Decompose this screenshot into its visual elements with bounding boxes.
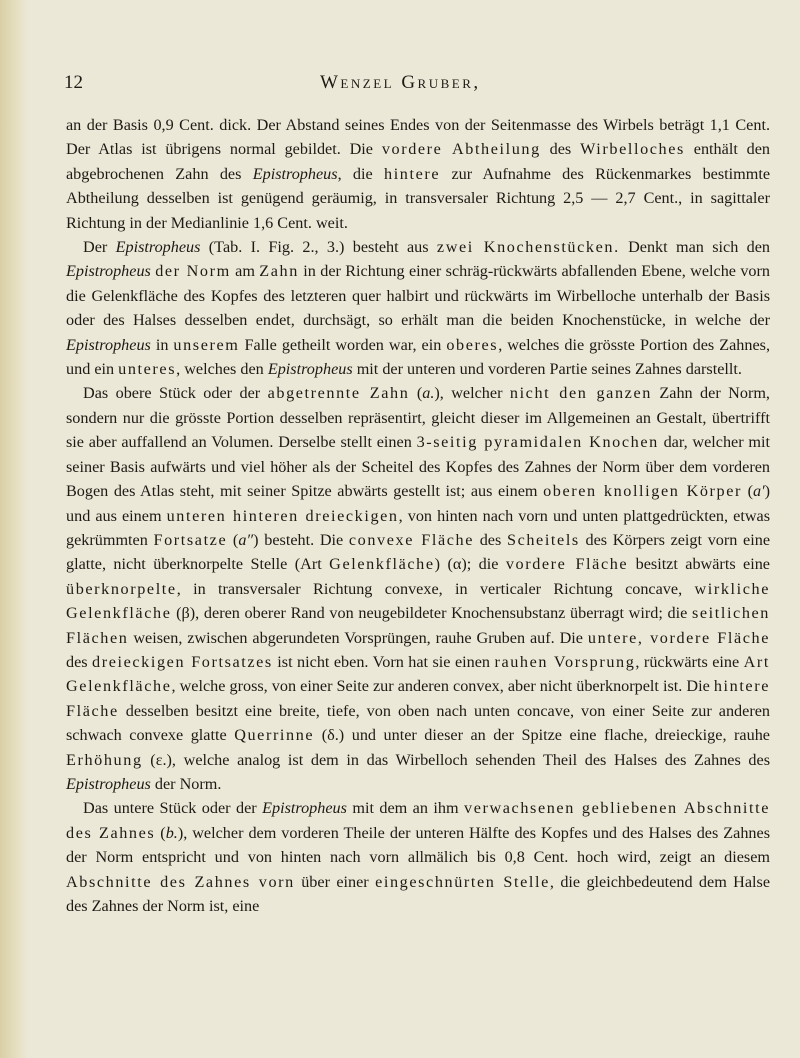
spaced-emphasis: nicht den ganzen xyxy=(509,384,652,403)
spaced-emphasis: dreieckigen Fortsatzes xyxy=(92,652,273,671)
spaced-emphasis: Querrinne xyxy=(234,726,315,745)
text-run: ), welcher xyxy=(434,384,510,403)
text-run: , welches die grösste Portion des Zahnes, und ein xyxy=(66,335,770,379)
text-run: enthält den abgebrochenen Zahn des xyxy=(66,140,771,183)
text-run: des Körpers zeigt vorn eine glatte, nicht überknorpelte Stelle (Art xyxy=(66,530,771,574)
text-run: Das obere Stück oder der xyxy=(83,384,268,403)
text-run: , die xyxy=(337,164,385,183)
text-run: Denkt man sich den xyxy=(619,238,770,257)
spaced-emphasis: vordere Fläche xyxy=(505,555,629,574)
text-run: in xyxy=(150,335,174,354)
text-run: weisen, zwischen abgerundeten Vorsprüngen, rauhe Gruben auf. Die xyxy=(128,628,588,647)
text-run: (Tab. I. Fig. 2., 3.) besteht aus xyxy=(200,238,437,257)
italic-term: Epistropheus xyxy=(66,774,151,793)
spaced-emphasis: Zahn xyxy=(259,262,299,281)
page-edge-shadow xyxy=(0,0,28,1058)
text-run: des xyxy=(474,530,507,549)
text-run: ( xyxy=(742,482,753,501)
italic-term: Epistropheus xyxy=(262,799,347,818)
text-run: besitzt abwärts eine xyxy=(628,555,770,574)
text-run: , in transversaler Richtung convexe, in verticaler Richtung concave, xyxy=(176,579,695,598)
spaced-emphasis: verwachsenen gebliebenen Abschnitte des Zahnes xyxy=(66,799,770,842)
text-run: mit der unteren und vorderen Partie seines Zahnes darstellt. xyxy=(352,360,742,379)
text-run: , von hinten nach vorn und unten plattgedrückten, etwas gekrümmten xyxy=(66,506,770,549)
text-run: ( xyxy=(409,384,423,403)
text-run: dar, welcher mit seiner Basis aufwärts und viel höher als der Scheitel des Kopfes des Zahnes der Norm über dem vorderen Bogen des Atlas steht, mit seiner Spitze abwärts gestellt ist; aus einem xyxy=(66,433,770,501)
text-run: an der Basis 0,9 Cent. dick. Der Abstand seines Endes von der Seitenmasse des Wirbels beträgt 1,1 Cent. Der Atlas ist übrigens normal gebildet. Die xyxy=(66,116,770,159)
body-text xyxy=(66,113,770,918)
spaced-emphasis: Art Gelenkfläche xyxy=(66,652,771,696)
text-run: mit dem an ihm xyxy=(346,799,465,818)
text-run: , die gleichbedeutend dem Halse des Zahnes der Norm ist, eine xyxy=(66,872,771,915)
spaced-emphasis: oberen knolligen Körper xyxy=(543,482,743,501)
text-run: , rückwärts eine xyxy=(635,652,744,671)
text-run: Falle getheilt worden war, ein xyxy=(239,335,447,354)
running-title: Wenzel Gruber, xyxy=(320,72,481,93)
spaced-emphasis: Gelenkfläche xyxy=(329,555,435,574)
spaced-emphasis: Erhöhung xyxy=(66,750,143,769)
text-run: , welche gross, von einer Seite zur anderen convex, aber nicht überknorpelt ist. Die xyxy=(171,677,714,696)
spaced-emphasis: Wirbelloches xyxy=(580,140,685,159)
text-run: (β), deren oberer Rand von neugebildeter Knochensubstanz überragt wird; die xyxy=(171,604,692,623)
italic-term: a″ xyxy=(238,530,254,549)
italic-term: a. xyxy=(422,384,435,403)
spaced-emphasis: hintere xyxy=(384,164,441,183)
spaced-emphasis: Scheitels xyxy=(506,530,580,549)
text-run: am xyxy=(230,262,260,281)
text-run: ), welcher dem vorderen Theile der unteren Hälfte des Kopfes und des Halses des Zahnes der Norm entspricht und von hinten nach vorn allmälich bis 0,8 Cent. hoch wird, zeigt an diesem xyxy=(66,823,771,867)
spaced-emphasis: convexe Fläche xyxy=(348,530,475,549)
text-run: des xyxy=(66,652,93,671)
spaced-emphasis: abgetrennte Zahn xyxy=(267,384,410,403)
text-run: in der Richtung einer schräg-rückwärts abfallenden Ebene, welche vorn die Gelenkfläche des Kopfes des letzteren quer halbirt und rückwärts im Wirbelloche unterhalb der Basis oder des Halses desselben endet, durchsägt, so erhält man die beiden Knochenstücke, in welche der xyxy=(66,262,771,330)
italic-term: Epistropheus xyxy=(252,164,338,183)
spaced-emphasis: unteren hinteren dreieckigen xyxy=(166,506,399,525)
spaced-emphasis: der Norm xyxy=(155,262,231,281)
italic-term: Epistropheus xyxy=(267,360,353,379)
spaced-emphasis: Abschnitte des Zahnes vorn xyxy=(66,872,295,891)
spaced-emphasis: zwei Knochenstücken. xyxy=(436,238,620,257)
text-run: desselben besitzt eine breite, tiefe, von oben nach unten concave, von einer Seite zur anderen schwach convexe glatte xyxy=(66,701,770,745)
italic-term: a′ xyxy=(752,482,765,501)
spaced-emphasis: unserem xyxy=(173,335,240,354)
spaced-emphasis: seitlichen Flächen xyxy=(66,604,770,647)
spaced-emphasis: 3-seitig pyramidalen Knochen xyxy=(416,433,659,452)
spaced-emphasis: wirkliche Gelenkfläche xyxy=(66,579,770,623)
text-run: , welches den xyxy=(176,360,268,379)
paragraph xyxy=(66,381,770,796)
text-run: über einer xyxy=(294,872,376,891)
text-run: ist nicht eben. Vorn hat sie einen xyxy=(272,652,495,671)
spaced-emphasis: oberes xyxy=(446,335,499,354)
text-run: des xyxy=(540,140,581,159)
page-header xyxy=(64,72,764,100)
spaced-emphasis: vordere Abtheilung xyxy=(381,140,541,159)
text-run: ( xyxy=(227,530,239,549)
text-run: zur Aufnahme des Rückenmarkes bestimmte Abtheilung desselben ist genügend geräumig, in transversaler Richtung 2,5 — 2,7 Cent., in sagittaler Richtung in der Medianlinie 1,6 Cent. weit. xyxy=(66,164,771,232)
text-run: Das untere Stück oder der xyxy=(83,799,263,818)
text-run: Zahn der Norm, sondern nur die grösste Portion desselben repräsentirt, gleicht dieser im Allgemeinen an Gestalt, übertrifft sie aber auffallend an Volumen. Derselbe stellt einen xyxy=(66,384,770,452)
italic-term: Epistropheus xyxy=(66,262,151,281)
spaced-emphasis: eingeschnürten Stelle xyxy=(375,872,550,891)
text-run: ) besteht. Die xyxy=(253,530,349,549)
text-run: Der xyxy=(83,238,116,257)
spaced-emphasis: Fortsatze xyxy=(153,530,228,549)
paragraph xyxy=(66,113,770,235)
text-run: ) und aus einem xyxy=(66,482,770,525)
text-run: ( xyxy=(155,823,166,842)
text-run: (δ.) und unter dieser an der Spitze eine flache, dreieckige, rauhe xyxy=(314,726,770,745)
page-number: 12 xyxy=(64,72,83,93)
italic-term: Epistropheus xyxy=(66,335,151,354)
spaced-emphasis: unteres xyxy=(118,360,177,379)
paragraph xyxy=(66,235,770,381)
text-run: (ε.), welche analog ist dem in das Wirbelloch sehenden Theil des Halses des Zahnes des xyxy=(142,750,770,769)
italic-term: b. xyxy=(165,823,178,842)
italic-term: Epistropheus xyxy=(115,238,201,257)
text-run: ) (α); die xyxy=(434,555,506,574)
spaced-emphasis: untere, vordere Fläche xyxy=(587,628,770,647)
spaced-emphasis: rauhen Vorsprung xyxy=(494,652,636,671)
text-run: der Norm. xyxy=(150,774,222,793)
spaced-emphasis: hintere Fläche xyxy=(66,677,770,720)
paragraph xyxy=(66,796,770,918)
spaced-emphasis: überknorpelte xyxy=(66,579,177,598)
